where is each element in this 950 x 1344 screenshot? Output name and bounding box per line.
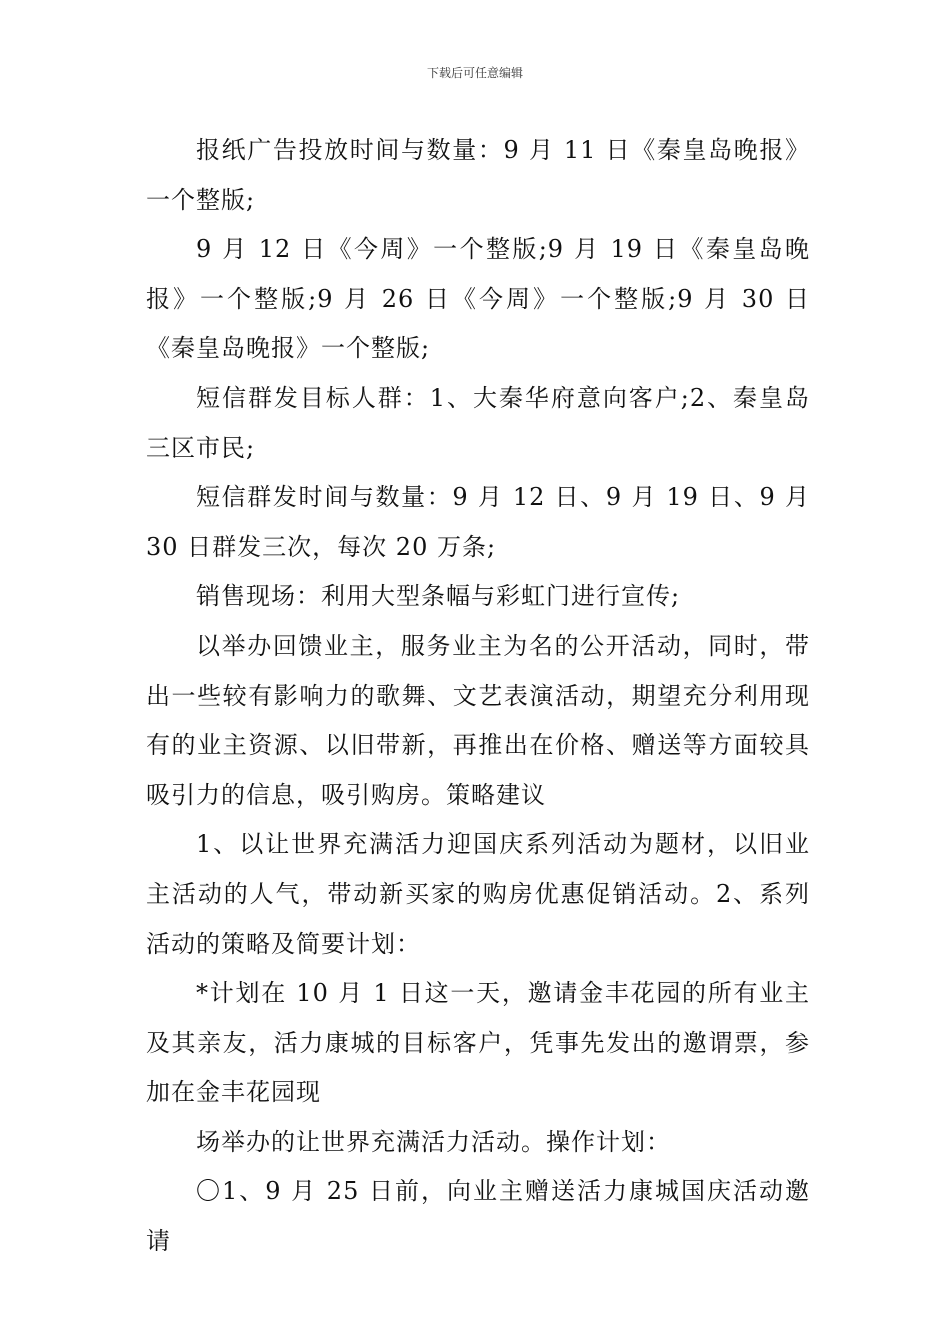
paragraph-sales-site: 销售现场：利用大型条幅与彩虹门进行宣传; [196, 582, 681, 611]
paragraph-newspaper-schedule: 9 月 12 日《今周》一个整版;9 月 19 日《秦皇岛晚报》一个整版;9 月 26 日《今周》一个整版;9 月 30 日《秦皇岛晚报》一个整版; [146, 235, 810, 363]
page-header: 下载后可任意编辑 [426, 66, 523, 80]
paragraph-sms-target: 短信群发目标人群：1、大秦华府意向客户;2、秦皇岛三区市民; [146, 383, 810, 462]
paragraph-strategy: 1、以让世界充满活力迎国庆系列活动为题材，以旧业主活动的人气，带动新买家的购房优惠促销活动。2、系列活动的策略及简要计划： [146, 830, 810, 958]
paragraph-plan: *计划在 10 月 1 日这一天，邀请金丰花园的所有业主及其亲友，活力康城的目标客户，凭事先发出的邀谓票，参加在金丰花园现 [146, 979, 810, 1107]
document-body [146, 126, 810, 1267]
paragraph-newspaper-ads: 报纸广告投放时间与数量：9 月 11 日《秦皇岛晚报》一个整版; [146, 136, 810, 214]
paragraph-plan-continued: 场举办的让世界充满活力活动。操作计划： [196, 1127, 671, 1156]
paragraph-sms-schedule: 短信群发时间与数量：9 月 12 日、9 月 19 日、9 月 30 日群发三次，每次 20 万条; [146, 483, 810, 561]
paragraph-event-overview: 以举办回馈业主，服务业主为名的公开活动，同时，带出一些较有影响力的歌舞、文艺表演活动，期望充分利用现有的业主资源、以旧带新，再推出在价格、赠送等方面较具吸引力的信息，吸引购房。策略建议 [146, 631, 810, 809]
paragraph-step-one: 〇1、9 月 25 日前，向业主赠送活力康城国庆活动邀请 [146, 1177, 810, 1256]
